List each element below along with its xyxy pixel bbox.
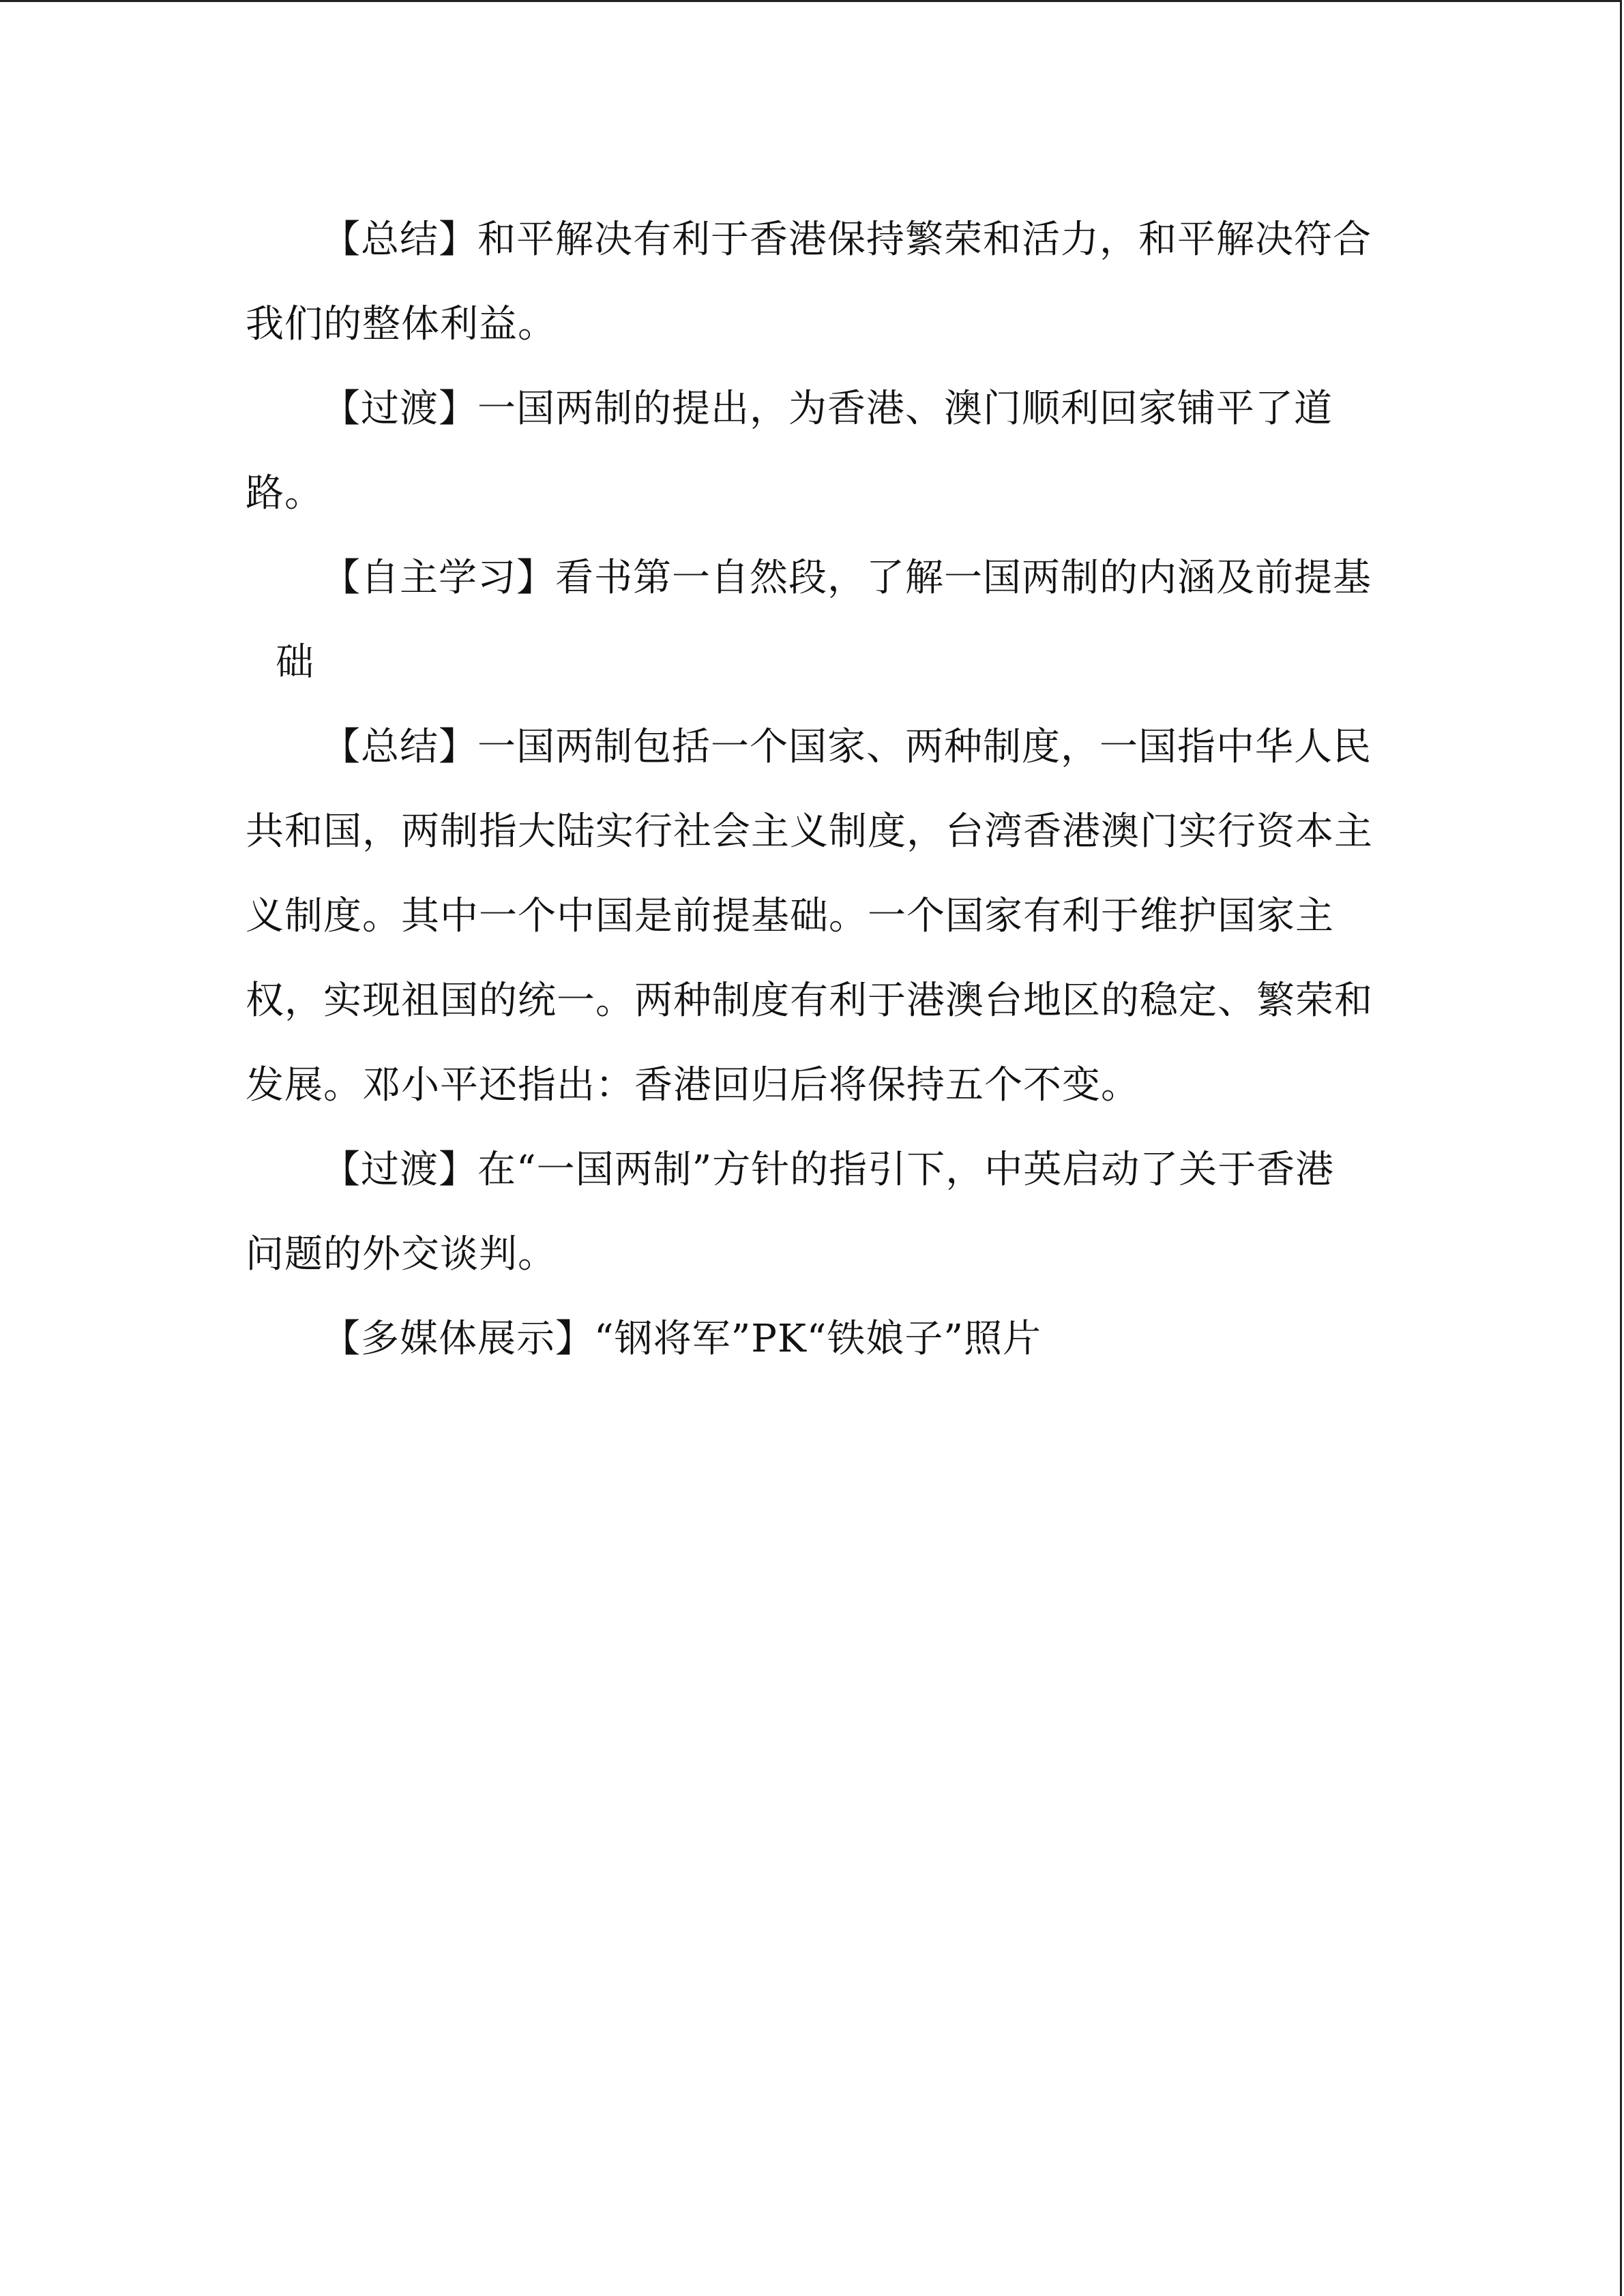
- summary-paragraph-2-line-4: 权，实现祖国的统一。两种制度有利于港澳台地区的稳定、繁荣和: [246, 979, 1373, 1023]
- transition-paragraph-2-line-2: 问题的外交谈判。: [246, 1232, 557, 1277]
- summary-paragraph-2-line-5: 发展。邓小平还指出：香港回归后将保持五个不变。: [246, 1063, 1140, 1107]
- summary-paragraph-2-line-1: 【总结】一国两制包括一个国家、两种制度，一国指中华人民: [322, 725, 1372, 769]
- transition-paragraph-1-line-1: 【过渡】一国两制的提出，为香港、澳门顺利回家铺平了道: [322, 387, 1333, 431]
- multimedia-paragraph: 【多媒体展示】“钢将军”PK“铁娘子”照片: [322, 1317, 1042, 1361]
- transition-paragraph-1-line-2: 路。: [246, 471, 323, 516]
- self-study-paragraph-line-1: 【自主学习】看书第一自然段，了解一国两制的内涵及前提基: [322, 556, 1372, 600]
- summary-paragraph-1-line-2: 我们的整体利益。: [246, 302, 557, 346]
- summary-paragraph-2-line-3: 义制度。其中一个中国是前提基础。一个国家有利于维护国家主: [246, 894, 1334, 938]
- self-study-paragraph-line-2: 础: [276, 640, 314, 685]
- summary-paragraph-1-line-1: 【总结】和平解决有利于香港保持繁荣和活力，和平解决符合: [322, 218, 1372, 262]
- transition-paragraph-2-line-1: 【过渡】在“一国两制”方针的指引下，中英启动了关于香港: [322, 1148, 1335, 1192]
- document-body: [246, 198, 1373, 1382]
- summary-paragraph-2-line-2: 共和国，两制指大陆实行社会主义制度，台湾香港澳门实行资本主: [246, 809, 1373, 854]
